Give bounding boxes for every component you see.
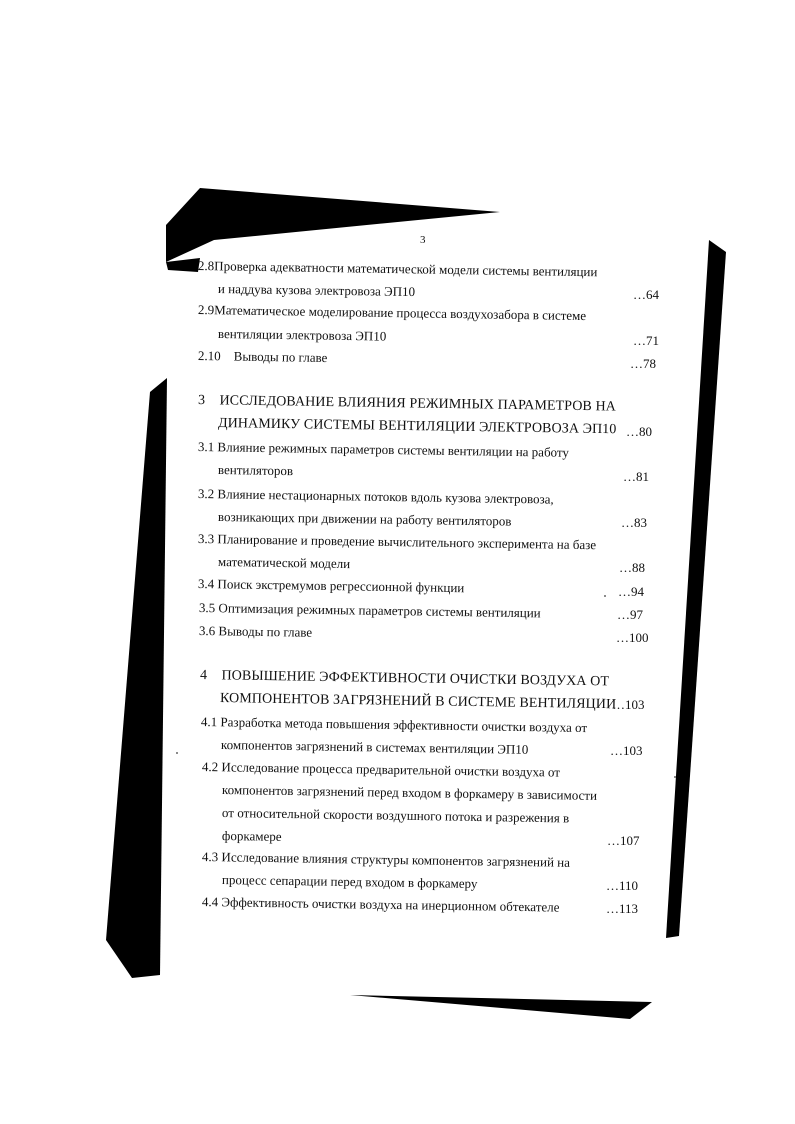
toc-num: 3.1 bbox=[197, 439, 215, 455]
toc-text: Проверка адекватности математической модели системы вентиляции bbox=[214, 258, 598, 280]
toc-entry-4-2-line-4: форкамере bbox=[221, 828, 282, 844]
toc-text: Эффективность очистки воздуха на инерционном обтекателе bbox=[221, 894, 560, 915]
toc-entry-3-3-line-1 bbox=[198, 531, 596, 553]
toc-text: Математическое моделирование процесса воздухозабора в системе bbox=[214, 302, 587, 324]
toc-entry-4-3-line-1 bbox=[202, 849, 570, 871]
toc-entry-3-2-line-2: возникающих при движении на работу вентиляторов bbox=[217, 509, 512, 529]
toc-entry-2-9-line-2: вентиляции электровоза ЭП10 bbox=[217, 326, 387, 344]
toc-page-4-4: …113 bbox=[606, 901, 639, 916]
toc-entry-4-3-line-2: процесс сепарации перед входом в форкамеру bbox=[221, 872, 478, 892]
toc-page-3-1: …81 bbox=[623, 469, 649, 484]
toc-entry-2-9-line-1 bbox=[198, 302, 586, 324]
toc-text: Влияние режимных параметров системы вентиляции на работу bbox=[217, 439, 570, 460]
toc-num: 4 bbox=[199, 668, 208, 684]
toc-entry-3-6-line-1 bbox=[199, 623, 312, 641]
toc-num: 4.4 bbox=[201, 894, 219, 910]
toc-page-4: …103 bbox=[612, 697, 645, 712]
toc-entry-4-1-line-2: компонентов загрязнений в системах вентиляции ЭП10 bbox=[220, 737, 529, 757]
toc-page-3-3: …88 bbox=[619, 560, 645, 575]
toc-num: 4.2 bbox=[201, 759, 219, 775]
toc-entry-4-1-line-1 bbox=[201, 714, 587, 736]
page-number: 3 bbox=[420, 234, 426, 246]
toc-entry-3-2-line-1 bbox=[198, 486, 554, 508]
toc-entry-2-8-line-1 bbox=[198, 258, 598, 280]
toc-text: Выводы по главе bbox=[218, 623, 313, 640]
toc-num: 3.2 bbox=[197, 486, 215, 502]
toc-text: Выводы по главе bbox=[233, 348, 328, 366]
toc-entry-3-1-line-2: вентиляторов bbox=[217, 462, 294, 479]
toc-page-4-2: …107 bbox=[607, 833, 640, 848]
toc-text: Планирование и проведение вычислительного эксперимента на базе bbox=[217, 531, 597, 553]
toc-page-3-6: …100 bbox=[616, 630, 649, 645]
toc-entry-4-2-line-3: от относительной скорости воздушного потока и разрежения в bbox=[221, 805, 570, 826]
toc-page-3-2: …83 bbox=[621, 515, 647, 530]
toc-entry-3-3-line-2: математической модели bbox=[217, 554, 351, 572]
toc-num: 4.1 bbox=[200, 714, 218, 730]
toc-entry-4-line-2: КОМПОНЕНТОВ ЗАГРЯЗНЕНИЙ В СИСТЕМЕ ВЕНТИЛЯЦИИ bbox=[219, 691, 617, 713]
toc-entry-2-8-line-2: и наддува кузова электровоза ЭП10 bbox=[217, 281, 416, 300]
toc-page-2-10: …78 bbox=[630, 356, 656, 371]
toc-page-3: …80 bbox=[626, 424, 652, 439]
toc-entry-4-4-line-1 bbox=[202, 894, 560, 916]
toc-text: Исследование процесса предварительной очистки воздуха от bbox=[221, 759, 561, 780]
toc-num: 4.3 bbox=[201, 849, 219, 865]
toc-entry-3-5-line-1 bbox=[199, 600, 541, 621]
toc-num: 3 bbox=[197, 393, 206, 409]
toc-num: 3.6 bbox=[198, 623, 216, 639]
toc-num: 3.4 bbox=[197, 576, 215, 592]
toc-entry-3-line-1 bbox=[198, 393, 616, 416]
toc-text: ПОВЫШЕНИЕ ЭФФЕКТИВНОСТИ ОЧИСТКИ ВОЗДУХА ОТ bbox=[221, 668, 610, 690]
toc-num: 2.8 bbox=[197, 258, 215, 274]
toc-page-3-4: …94 bbox=[618, 584, 644, 599]
toc-entry-3-1-line-1 bbox=[198, 439, 569, 461]
toc-text: Разработка метода повышения эффективности очистки воздуха от bbox=[220, 714, 588, 736]
toc-num: 3.3 bbox=[197, 531, 215, 547]
toc-entry-4-2-line-2: компонентов загрязнений перед входом в форкамеру в зависимости bbox=[221, 782, 598, 803]
toc-entry-3-4-line-1 bbox=[198, 576, 465, 596]
scan-speck bbox=[674, 776, 676, 778]
toc-num: 2.9 bbox=[197, 302, 215, 318]
toc-entry-3-line-2: ДИНАМИКУ СИСТЕМЫ ВЕНТИЛЯЦИИ ЭЛЕКТРОВОЗА ЭП10 bbox=[217, 416, 617, 438]
toc-num: 3.5 bbox=[198, 600, 216, 616]
toc-entry-2-10-line-1 bbox=[198, 348, 328, 366]
scan-speck bbox=[604, 595, 606, 597]
toc-page-4-3: …110 bbox=[606, 878, 639, 893]
toc-page-2-9: …71 bbox=[633, 333, 659, 348]
toc-num: 2.10 bbox=[197, 348, 221, 364]
toc-text: Поиск экстремумов регрессионной функции bbox=[217, 576, 465, 596]
toc-text: ИССЛЕДОВАНИЕ ВЛИЯНИЯ РЕЖИМНЫХ ПАРАМЕТРОВ НА bbox=[219, 393, 617, 415]
toc-text: Исследование влияния структуры компонентов загрязнений на bbox=[221, 849, 571, 870]
toc-page-2-8: …64 bbox=[633, 287, 659, 302]
scan-speck bbox=[176, 752, 178, 754]
toc-entry-4-line-1 bbox=[200, 668, 609, 690]
toc-text: Оптимизация режимных параметров системы вентиляции bbox=[218, 600, 541, 621]
toc-page-4-1: …103 bbox=[610, 743, 643, 758]
toc-page-3-5: …97 bbox=[617, 607, 643, 622]
toc-text: Влияние нестационарных потоков вдоль кузова электровоза, bbox=[217, 486, 554, 507]
toc-entry-4-2-line-1 bbox=[202, 759, 560, 781]
